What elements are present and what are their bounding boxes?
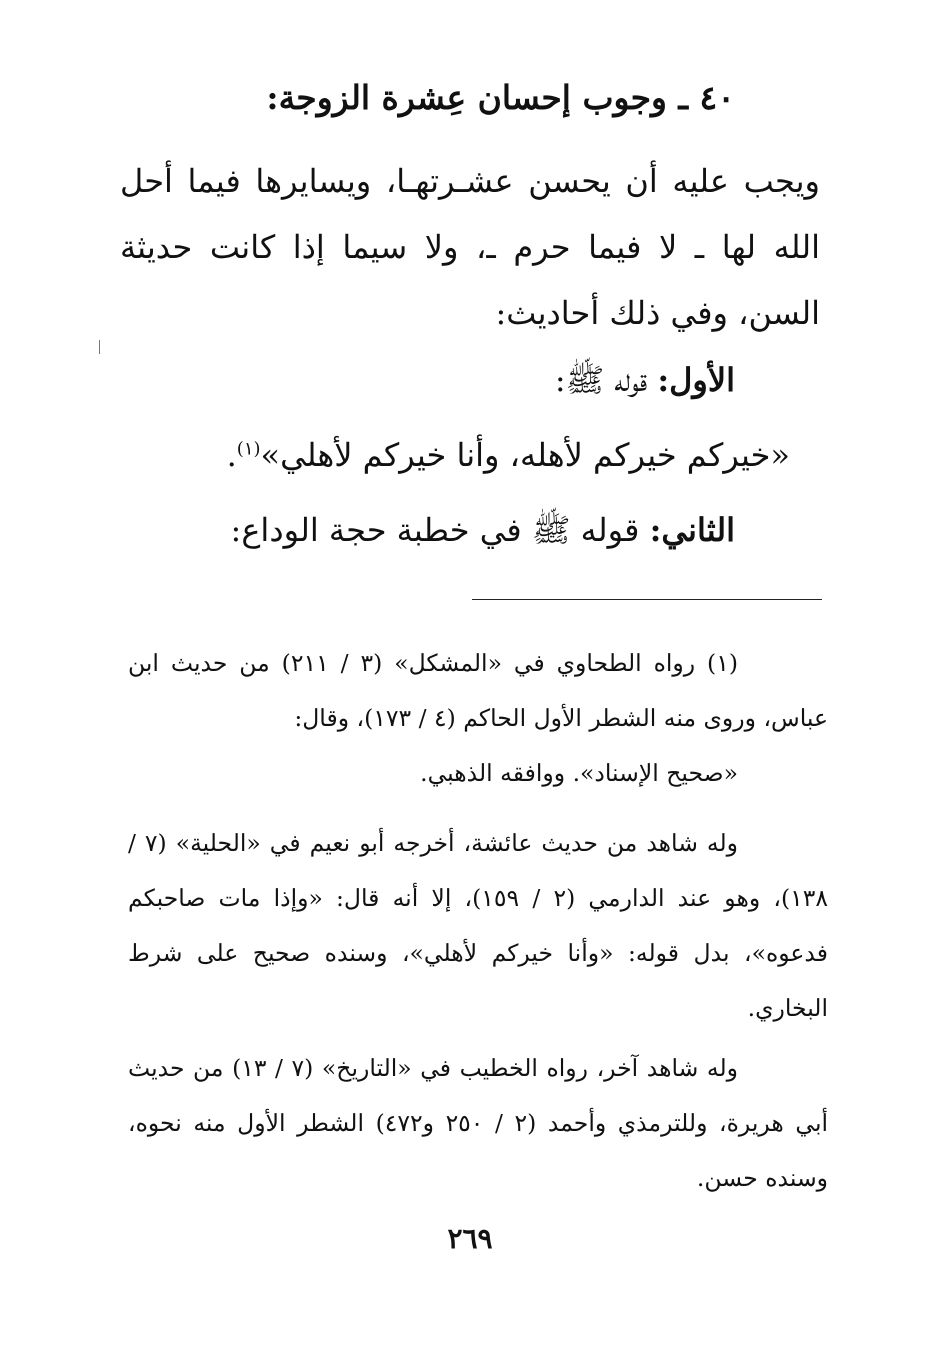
intro-paragraph: ويجب عليه أن يحسن عشـرتهـا، ويسايرها فيما أحل الله لها ـ لا فيما حرم ـ، ولا سيما إذا كانت حديثة السن، وفي ذلك أحاديث: (120, 162, 820, 332)
second-intro-text: قوله ﷺ في خطبة حجة الوداع: (230, 511, 650, 549)
first-hadith-intro (115, 347, 735, 413)
hadith-quote: «خيركم خيركم لأهله، وأنا خيركم لأهلي» (260, 436, 790, 474)
footnote-3: وله شاهد آخر، رواه الخطيب في «التاريخ» (٧ / ١٣) من حديث أبي هريرة، وللترمذي وأحمد (٢ / ٢٥٠ و٤٧٢) الشطر الأول منه نحوه، وسنده حسن. (128, 1054, 829, 1192)
margin-mark (99, 340, 100, 354)
footnote-ref: (١) (236, 438, 261, 460)
footnote-1-continuation: «صحيح الإسناد». ووافقه الذهبي. (420, 759, 738, 787)
section-heading: ٤٠ ـ وجوب إحسان عِشرة الزوجة: (266, 78, 735, 117)
first-hadith-text (170, 422, 790, 488)
footnote-divider (472, 599, 822, 600)
footnote-1: (١) رواه الطحاوي في «المشكل» (٣ / ٢١١) من حديث ابن عباس، وروى منه الشطر الأول الحاكم (٤ / ١٧٣)، وقال: (128, 649, 828, 732)
first-label: الأول: (657, 361, 735, 399)
page-number: ٢٦٩ (447, 1222, 493, 1255)
footnote-2: وله شاهد من حديث عائشة، أخرجه أبو نعيم في «الحلية» (٧ / ١٣٨)، وهو عند الدارمي (٢ / ١٥٩)، إلا أنه قال: «وإذا مات صاحبكم فدعوه»، بدل قوله: «وأنا خيركم لأهلي»، وسنده صحيح على شرط البخاري. (128, 829, 828, 1022)
second-hadith-intro (115, 497, 735, 563)
hadith-end: . (226, 436, 237, 474)
first-intro-text: قوله ﷺ: (554, 361, 658, 399)
second-label: الثاني: (649, 511, 735, 549)
